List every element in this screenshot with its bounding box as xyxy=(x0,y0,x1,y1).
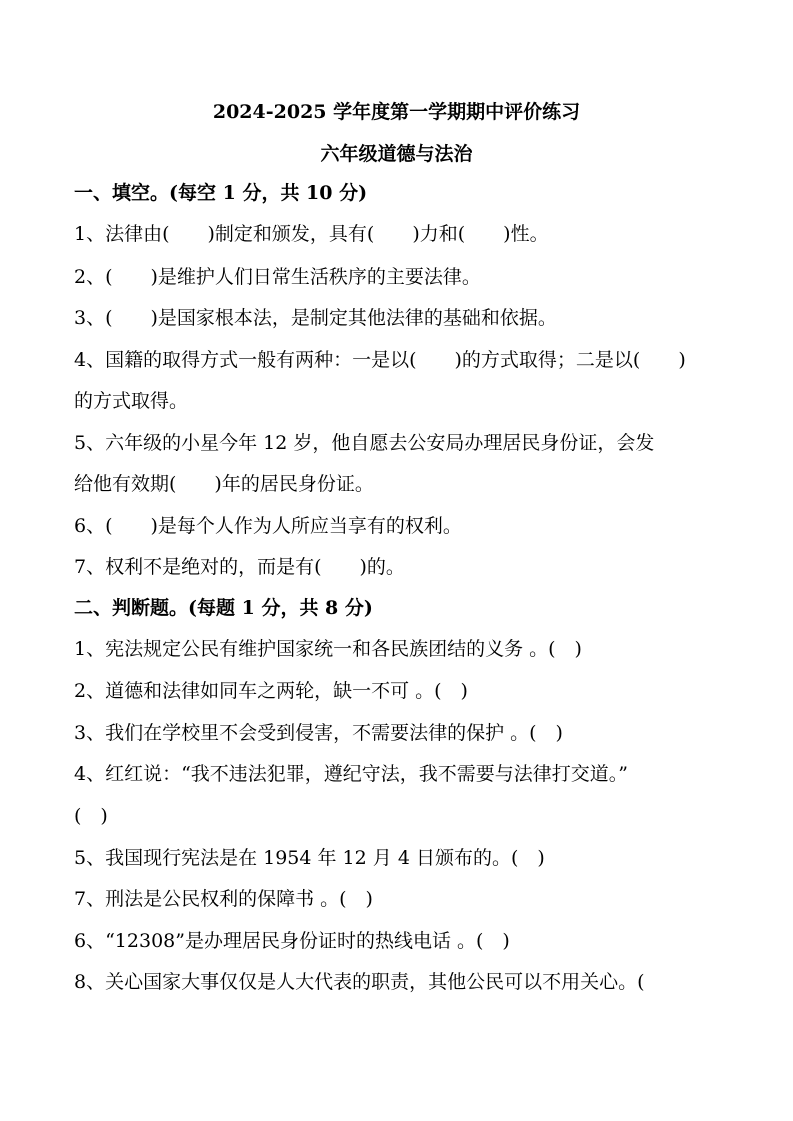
question-line: 6、( )是每个人作为人所应当享有的权利。 xyxy=(74,515,462,537)
question-line: ( ) xyxy=(74,805,108,827)
exam-subtitle: 六年级道德与法治 xyxy=(320,143,473,165)
question-line: 1、宪法规定公民有维护国家统一和各民族团结的义务 。( ) xyxy=(74,638,582,660)
question-line: 7、刑法是公民权利的保障书 。( ) xyxy=(74,888,373,910)
question-line: 3、( )是国家根本法，是制定其他法律的基础和依据。 xyxy=(74,307,557,329)
question-line: 给他有效期( )年的居民身份证。 xyxy=(74,473,374,495)
question-line: 7、权利不是绝对的，而是有( )的。 xyxy=(74,556,405,578)
question-line: 4、国籍的取得方式一般有两种：一是以( )的方式取得；二是以( ) xyxy=(74,349,686,371)
question-line: 2、道德和法律如同车之两轮，缺一不可 。( ) xyxy=(74,680,468,702)
section-heading-fill-blank: 一、填空。(每空 1 分，共 10 分) xyxy=(74,182,368,204)
question-line: 2、( )是维护人们日常生活秩序的主要法律。 xyxy=(74,266,481,288)
question-line: 1、法律由( )制定和颁发，具有( )力和( )性。 xyxy=(74,223,549,245)
question-line: 5、我国现行宪法是在 1954 年 12 月 4 日颁布的。( ) xyxy=(74,847,545,869)
question-line: 4、红红说：“我不违法犯罪，遵纪守法，我不需要与法律打交道。” xyxy=(74,763,629,785)
question-line: 6、“12308”是办理居民身份证时的热线电话 。( ) xyxy=(74,930,510,952)
question-line: 的方式取得。 xyxy=(74,390,189,412)
question-line: 3、我们在学校里不会受到侵害，不需要法律的保护 。( ) xyxy=(74,722,563,744)
question-line: 5、六年级的小星今年 12 岁，他自愿去公安局办理居民身份证，会发 xyxy=(74,432,655,454)
section-heading-true-false: 二、判断题。(每题 1 分，共 8 分) xyxy=(74,597,373,619)
exam-title: 2024-2025 学年度第一学期期中评价练习 xyxy=(212,101,581,123)
question-line: 8、关心国家大事仅仅是人大代表的职责，其他公民可以不用关心。( xyxy=(74,971,645,993)
